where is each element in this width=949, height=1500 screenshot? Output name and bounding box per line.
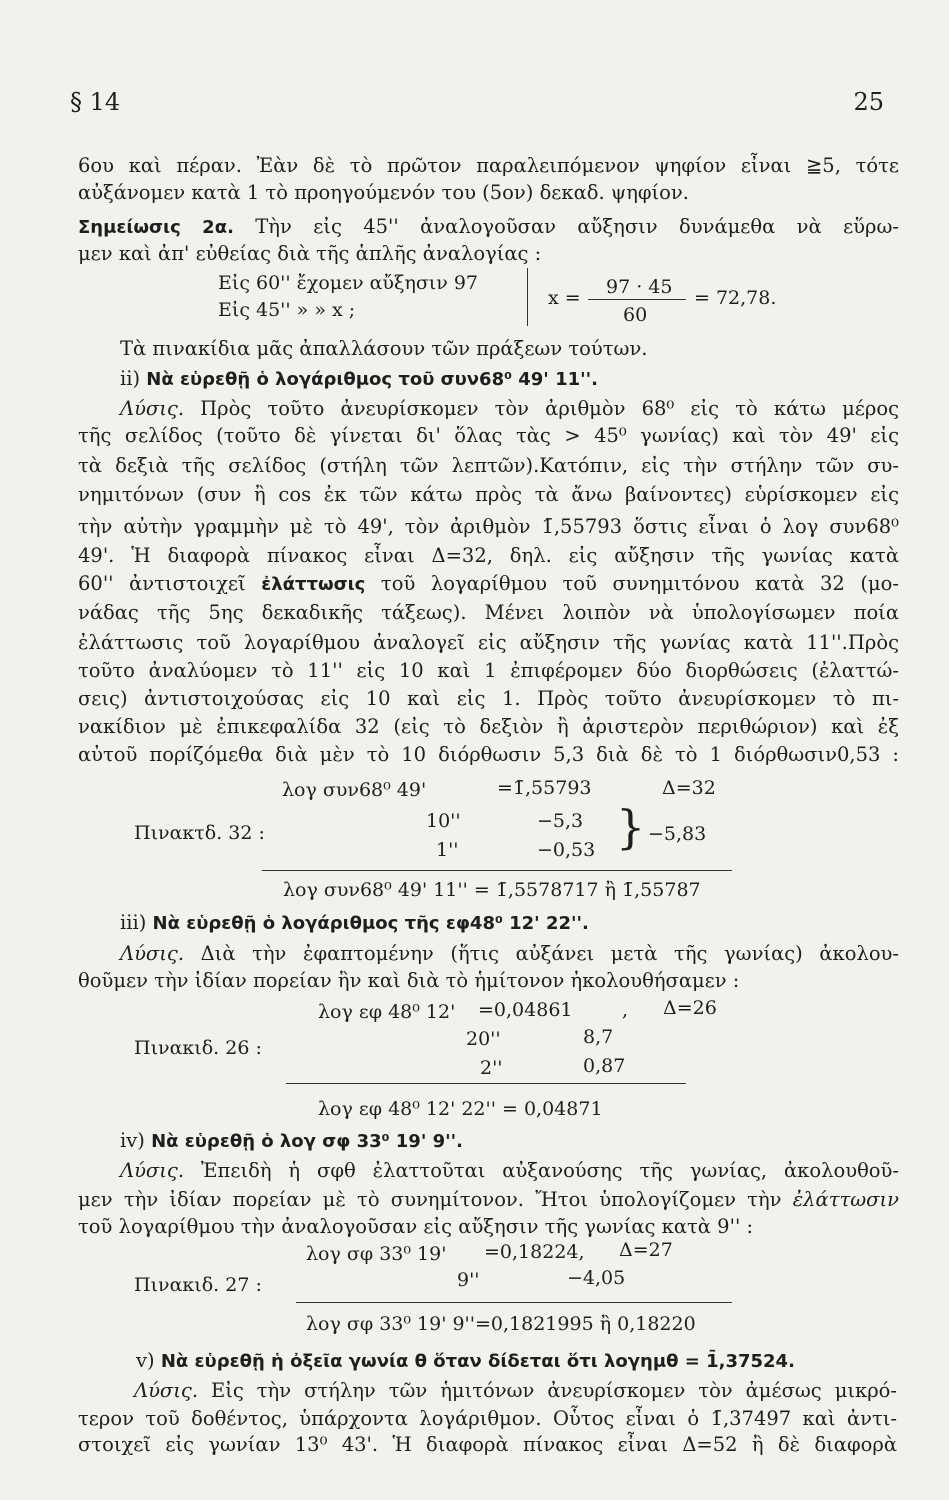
text-line: σεις) ἀντιστοιχούσας εἰς 10 καὶ εἰς 1. Πρὸς τοῦτο ἀνευρίσκομεν τὸ πι- — [78, 687, 899, 710]
calc-result: λογ εφ 48⁰ 12' 22'' = 0,04871 — [318, 1098, 603, 1120]
text-line: Τὰ πινακίδια μᾶς ἀπαλλάσουν τῶν πράξεων τούτων. — [120, 337, 648, 360]
formula-x: x = — [548, 287, 581, 309]
calc-result: λογ σφ 33⁰ 19' 9''=0,1821995 ἢ 0,18220 — [306, 1313, 696, 1335]
calc-arg: 20'' — [466, 1028, 501, 1050]
calc-correction: 8,7 — [583, 1026, 614, 1048]
divider — [527, 268, 528, 326]
calc-delta: Δ=32 — [662, 777, 716, 799]
calc-rule — [286, 1083, 686, 1084]
calc-correction: −5,3 — [537, 810, 584, 832]
text-line: 49'. Ἡ διαφορὰ πίνακος εἶναι Δ=32, δηλ. εἰς αὔξησιν τῆς γωνίας κατὰ — [78, 544, 899, 567]
subsection-title: iii) Νὰ εὑρεθῇ ὁ λογάριθμος τῆς εφ48⁰ 12' 22''. — [120, 911, 589, 934]
text-line: μεν τὴν ἰδίαν πορείαν μὲ τὸ συνημίτονον. Ἤτοι ὑπολογίζομεν τὴν ἐλάττωσιν — [78, 1188, 899, 1211]
text-line: Λύσις. Ἐπειδὴ ἡ σφθ ἐλαττοῦται αὐξανούσης τῆς γωνίας, ἀκολουθοῦ- — [120, 1159, 899, 1182]
text-line: νακίδιον μὲ ἐπικεφαλίδα 32 (εἰς τὸ δεξιὸν ἢ ἀριστερὸν περιθώριον) καὶ ἐξ — [78, 715, 899, 738]
text-line: ἐλάττωσις τοῦ λογαρίθμου ἀναλογεῖ εἰς αὔξησιν τῆς γωνίας κατὰ 11''.Πρὸς — [78, 631, 899, 654]
solution-label: Λύσις. — [120, 942, 185, 965]
brace-icon: } — [616, 800, 646, 854]
calc-rule — [296, 1302, 732, 1303]
calc-value: =0,18224, — [484, 1241, 585, 1263]
text-line: τὴν αὐτὴν γραμμὴν μὲ τὸ 49', τὸν ἀριθμὸν 1̄,55793 ὅστις εἶναι ὁ λογ συν68⁰ — [78, 515, 899, 538]
fraction-bar — [588, 299, 686, 300]
calc-correction: −4,05 — [567, 1267, 626, 1289]
calc-label: λογ συν68⁰ 49' — [282, 779, 427, 801]
calc-delta: Δ=26 — [663, 997, 717, 1019]
section-number: § 14 — [70, 88, 121, 116]
calc-value: =0,04861 — [478, 999, 573, 1021]
proportion-row: Εἰς 45'' » » x ; — [218, 299, 356, 321]
proportion-row: Εἰς 60'' ἔχομεν αὔξησιν 97 — [218, 272, 479, 294]
text-line: στοιχεῖ εἰς γωνίαν 13⁰ 43'. Ἡ διαφορὰ πίνακος εἶναι Δ=52 ἢ δὲ διαφορὰ — [78, 1433, 897, 1456]
solution-label: Λύσις. — [120, 397, 185, 420]
table-label: Πινακιδ. 26 : — [134, 1037, 262, 1059]
solution-label: Λύσις. — [120, 1159, 185, 1182]
table-label: Πινακιδ. 27 : — [134, 1274, 262, 1296]
calc-arg: 10'' — [426, 810, 461, 832]
calc-result: λογ συν68⁰ 49' 11'' = 1̄,5578717 ἢ 1̄,55787 — [283, 879, 701, 901]
calc-label: λογ εφ 48⁰ 12' — [318, 1001, 456, 1023]
calc-correction: −0,53 — [537, 839, 596, 861]
text-line: 60'' ἀντιστοιχεῖ ἐλάττωσις τοῦ λογαρίθμου τοῦ συνημιτόνου κατὰ 32 (μο- — [78, 572, 899, 595]
formula-denominator: 60 — [623, 304, 648, 326]
formula-result: = 72,78. — [694, 287, 777, 309]
subsection-title: v) Νὰ εὑρεθῇ ἡ ὀξεῖα γωνία θ ὅταν δίδεται ὅτι λογημθ = 1̄,37524. — [136, 1349, 795, 1372]
page-number: 25 — [853, 88, 884, 116]
text-line: νημιτόνων (συν ἢ cos ἐκ τῶν κάτω πρὸς τὰ ἄνω βαίνοντες) εὑρίσκομεν εἰς — [78, 483, 899, 506]
subsection-title: iv) Νὰ εὑρεθῇ ὁ λογ σφ 33⁰ 19' 9''. — [120, 1129, 463, 1152]
text-line: τερον τοῦ δοθέντος, ὑπάρχοντα λογάριθμον. Οὗτος εἶναι ὁ 1̄,37497 καὶ ἀντι- — [78, 1407, 897, 1430]
note-label: Σημείωσις 2α. — [78, 217, 234, 238]
calc-label: λογ σφ 33⁰ 19' — [306, 1243, 447, 1265]
table-label: Πινακτδ. 32 : — [134, 822, 265, 844]
text-line: αὐτοῦ πορίζόμεθα διὰ μὲν τὸ 10 διόρθωσιν 5,3 διὰ δὲ τὸ 1 διόρθωσιν0,53 : — [78, 743, 899, 766]
text-line: τοῦτο ἀναλύομεν τὸ 11'' εἰς 10 καὶ 1 ἐπιφέρομεν δύο διορθώσεις (ἐλαττώ- — [78, 659, 899, 682]
text-line: Λύσις. Διὰ τὴν ἐφαπτομένην (ἥτις αὐξάνει μετὰ τῆς γωνίας) ἀκολου- — [120, 942, 899, 965]
calc-delta: Δ=27 — [619, 1239, 673, 1261]
text-line: τὰ δεξιὰ τῆς σελίδος (στήλη τῶν λεπτῶν).Κατόπιν, εἰς τὴν στήλην τῶν συ- — [78, 454, 899, 477]
text-line: θοῦμεν τὴν ἰδίαν πορείαν ἣν καὶ διὰ τὸ ἡμίτονον ἠκολουθήσαμεν : — [78, 969, 740, 992]
text-line: Σημείωσις 2α. Τὴν εἰς 45'' ἀναλογοῦσαν αὔξησιν δυνάμεθα νὰ εὕρω- — [78, 215, 899, 238]
formula-numerator: 97 · 45 — [606, 276, 673, 298]
calc-rule — [262, 870, 732, 871]
text-line: Λύσις. Εἰς τὴν στήλην τῶν ἡμιτόνων ἀνευρίσκομεν τὸν ἀμέσως μικρό- — [134, 1379, 897, 1402]
calc-value: =1̄,55793 — [497, 777, 592, 799]
calc-sum: −5,83 — [648, 823, 707, 845]
subsection-title: ii) Νὰ εὑρεθῇ ὁ λογάριθμος τοῦ συν68⁰ 49' 11''. — [120, 367, 598, 390]
text-line: 6ου καὶ πέραν. Ἐὰν δὲ τὸ πρῶτον παραλειπόμενον ψηφίον εἶναι ≧5, τότε — [78, 154, 899, 177]
calc-arg: 2'' — [480, 1057, 503, 1079]
text-line: μεν καὶ ἀπ' εὐθείας διὰ τῆς ἁπλῆς ἀναλογίας : — [78, 242, 542, 265]
calc-separator: , — [622, 999, 629, 1021]
calc-arg: 9'' — [457, 1269, 480, 1291]
text-line: τοῦ λογαρίθμου τὴν ἀναλογοῦσαν εἰς αὔξησιν τῆς γωνίας κατὰ 9'' : — [78, 1215, 754, 1238]
calc-correction: 0,87 — [583, 1055, 626, 1077]
calc-arg: 1'' — [436, 839, 459, 861]
emphasis: ἐλάττωσις — [261, 574, 366, 595]
emphasis: ἐλάττωσιν — [792, 1188, 899, 1211]
solution-label: Λύσις. — [134, 1379, 199, 1402]
text-line: αὐξάνομεν κατὰ 1 τὸ προηγούμενόν του (5ον) δεκαδ. ψηφίον. — [78, 181, 689, 204]
text-line: τῆς σελίδος (τοῦτο δὲ γίνεται δι' ὅλας τὰς > 45⁰ γωνίας) καὶ τὸν 49' εἰς — [78, 424, 899, 447]
text-line: νάδας τῆς 5ης δεκαδικῆς τάξεως). Μένει λοιπὸν νὰ ὑπολογίσωμεν ποία — [78, 601, 899, 624]
text-line: Λύσις. Πρὸς τοῦτο ἀνευρίσκομεν τὸν ἀριθμὸν 68⁰ εἰς τὸ κάτω μέρος — [120, 397, 899, 420]
